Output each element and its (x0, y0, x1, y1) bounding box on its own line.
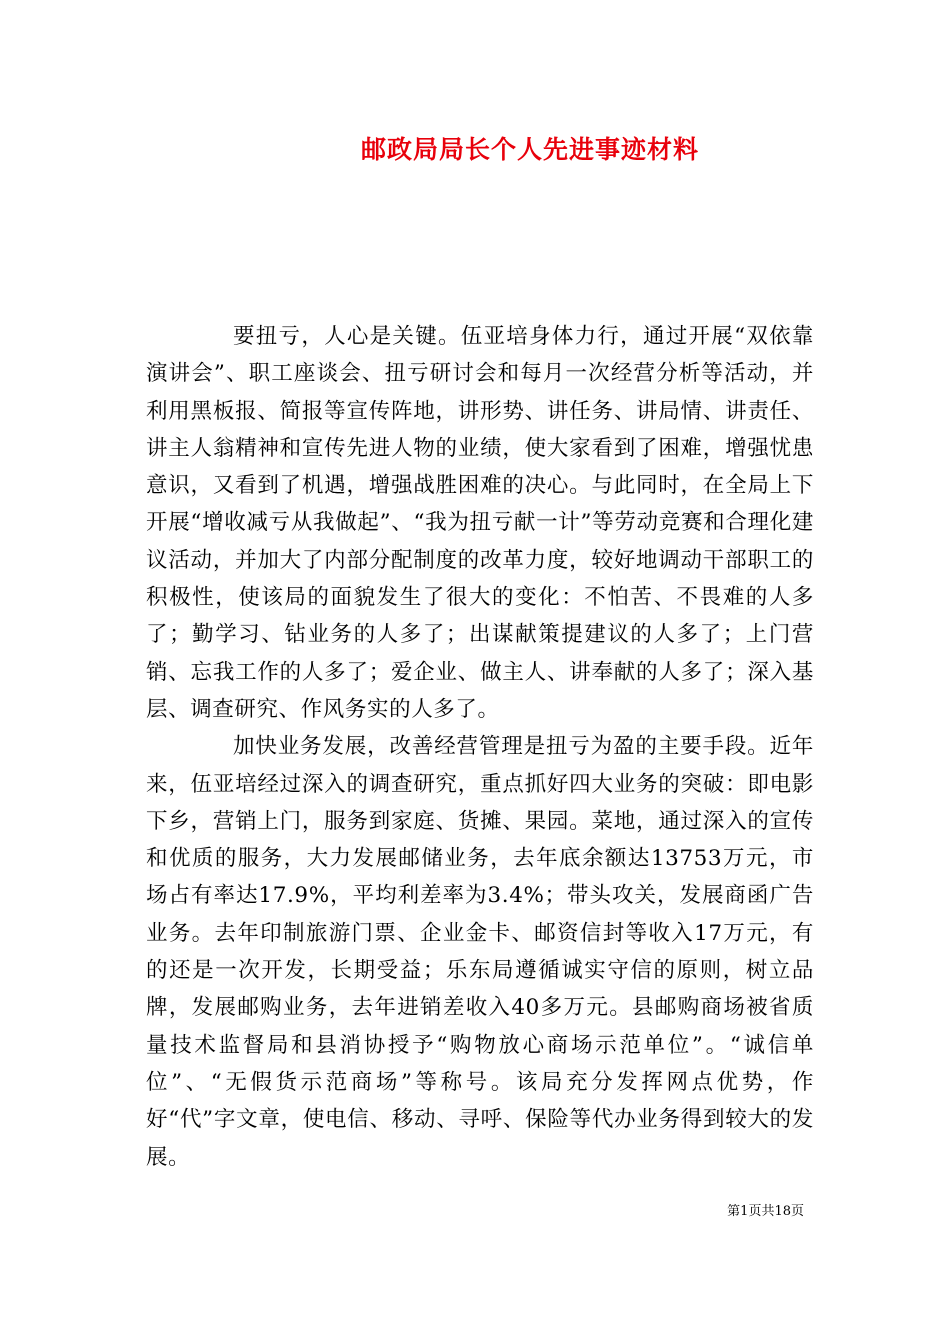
page-number: 第1页共18页 (727, 1204, 804, 1219)
document-body (146, 318, 814, 1176)
paragraph-2: 加快业务发展，改善经营管理是扭亏为盈的主要手段。近年来，伍亚培经过深入的调查研究，重点抓好四大业务的突破：即电影下乡，营销上门，服务到家庭、货摊、果园。菜地，通过深入的宣传和优质的服务，大力发展邮储业务，去年底余额达13753万元，市场占有率达17.9%，平均利差率为3.4%；带头攻关，发展商函广告业务。去年印制旅游门票、企业金卡、邮资信封等收入17万元，有的还是一次开发，长期受益；乐东局遵循诚实守信的原则，树立品牌，发展邮购业务，去年进销差收入40多万元。县邮购商场被省质量技术监督局和县消协授予“购物放心商场示范单位”。“诚信单位”、“无假货示范商场”等称号。该局充分发挥网点优势，作好“代”字文章，使电信、移动、寻呼、保险等代办业务得到较大的发展。 (146, 734, 814, 1170)
document-title: 邮政局局长个人先进事迹材料 (360, 135, 699, 164)
paragraph-1: 要扭亏，人心是关键。伍亚培身体力行，通过开展“双依靠演讲会”、职工座谈会、扭亏研讨会和每月一次经营分析等活动，并利用黑板报、简报等宣传阵地，讲形势、讲任务、讲局情、讲责任、讲主人翁精神和宣传先进人物的业绩，使大家看到了困难，增强忧患意识，又看到了机遇，增强战胜困难的决心。与此同时，在全局上下开展“增收减亏从我做起”、“我为扭亏献一计”等劳动竞赛和合理化建议活动，并加大了内部分配制度的改革力度，较好地调动干部职工的积极性，使该局的面貌发生了很大的变化：不怕苦、不畏难的人多了；勤学习、钻业务的人多了；出谋献策提建议的人多了；上门营销、忘我工作的人多了；爱企业、做主人、讲奉献的人多了；深入基层、调查研究、作风务实的人多了。 (146, 324, 814, 722)
